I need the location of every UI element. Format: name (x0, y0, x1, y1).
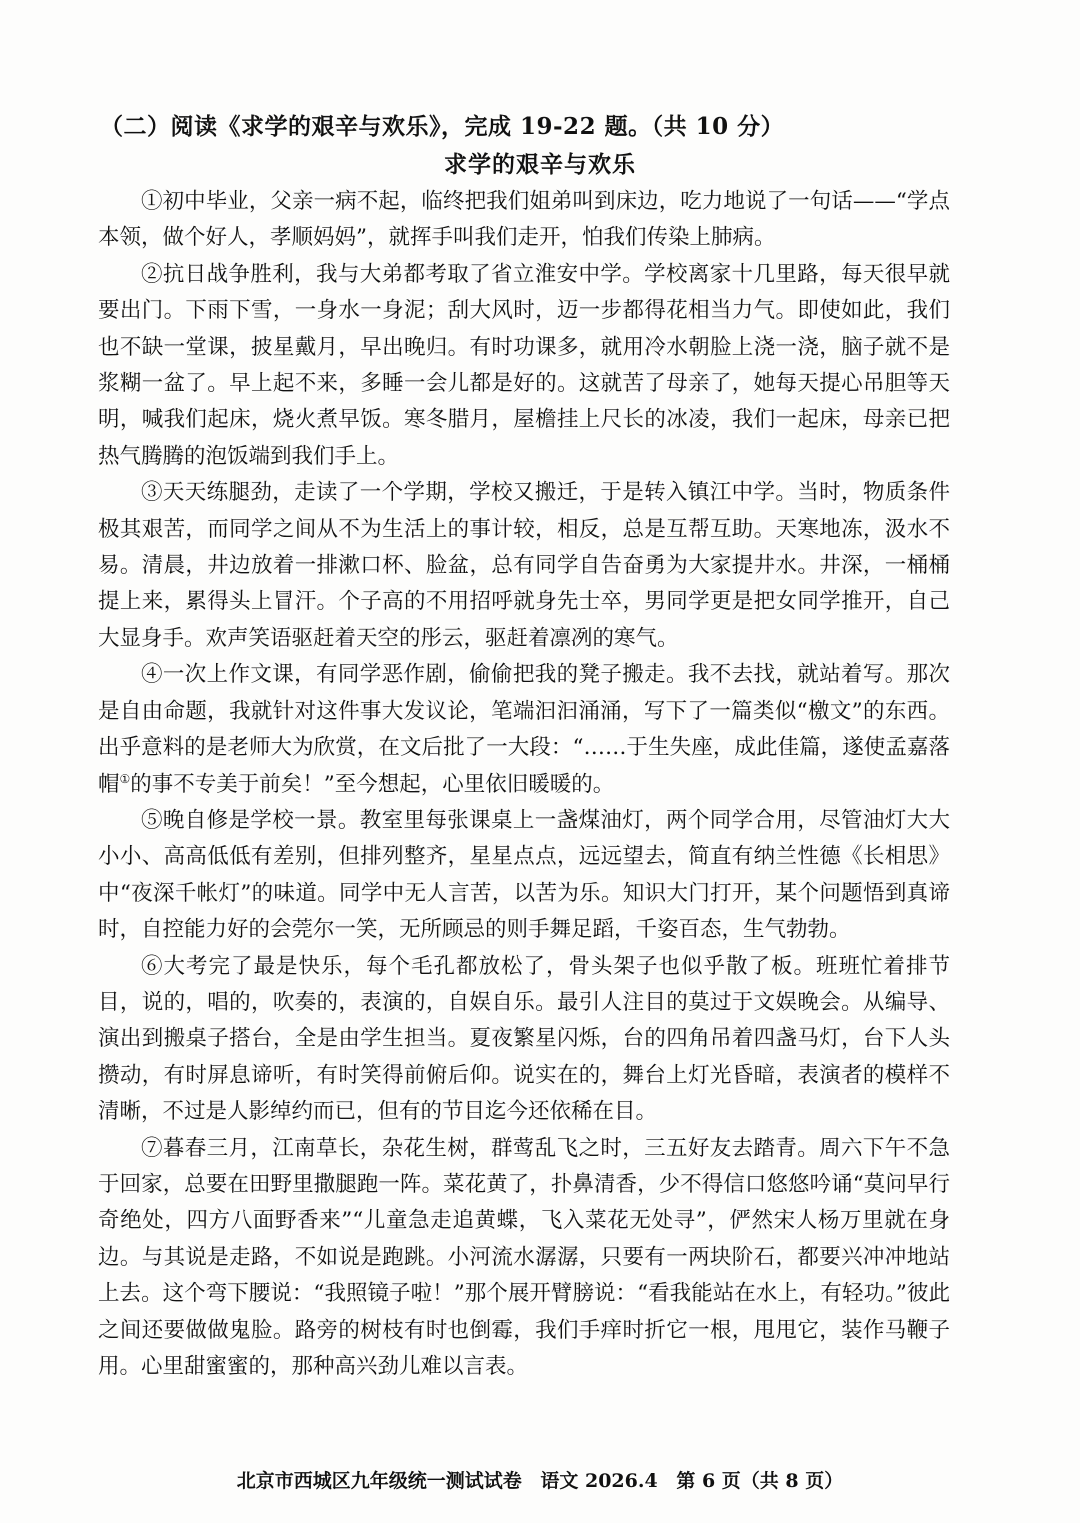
paragraph-text: 天天练腿劲，走读了一个学期，学校又搬迁，于是转入镇江中学。当时，物质条件极其艰苦，而同学之间从不为生活上的事计较，相反，总是互帮互助。天寒地冻，汲水不易。清晨，井边放着一排漱口杯、脸盆，总有同学自告奋勇为大家提井水。井深，一桶桶提上来，累得头上冒汗。个子高的不用招呼就身先士卒，男同学更是把女同学推开，自己大显身手。欢声笑语驱赶着天空的彤云，驱赶着凛冽的寒气。 (98, 480, 950, 651)
paragraph-text-continued: 的事不专美于前矣！”至今想起，心里依旧暖暖的。 (130, 771, 615, 797)
page-footer (0, 1466, 1080, 1493)
article-body (98, 184, 950, 1385)
paragraph-3 (98, 475, 950, 657)
paragraph-marker: ① (141, 189, 163, 214)
paragraph-marker: ③ (141, 480, 163, 506)
paragraph-2 (98, 257, 950, 475)
subject-date: 语文 2026.4 (540, 1470, 658, 1492)
paragraph-text: 大考完了最是快乐，每个毛孔都放松了，骨头架子也似乎散了板。班班忙着排节目，说的，唱的，吹奏的，表演的，自娱自乐。最引人注目的莫过于文娱晚会。从编导、演出到搬桌子搭台，全是由学生担当。夏夜繁星闪烁，台的四角吊着四盏马灯，台下人头攒动，有时屏息谛听，有时笑得前俯后仰。说实在的，舞台上灯光昏暗，表演者的模样不清晰，不过是人影绰约而已，但有的节目迄今还依稀在目。 (98, 953, 950, 1125)
paragraph-marker: ⑥ (141, 953, 164, 979)
paragraph-marker: ⑦ (141, 1135, 163, 1161)
footnote-mark: ① (119, 771, 131, 786)
paragraph-6 (98, 949, 950, 1131)
section-heading: （二）阅读《求学的艰辛与欢乐》，完成 19-22 题。（共 10 分） (100, 113, 785, 140)
paragraph-1 (98, 184, 950, 257)
paragraph-text: 抗日战争胜利，我与大弟都考取了省立淮安中学。学校离家十几里路，每天很早就要出门。下雨下雪，一身水一身泥；刮大风时，迈一步都得花相当力气。即使如此，我们也不缺一堂课，披星戴月，早出晚归。有时功课多，就用冷水朝脸上浇一浇，脑子就不是浆糊一盆了。早上起不来，多睡一会儿都是好的。这就苦了母亲了，她每天提心吊胆等天明，喊我们起床，烧火煮早饭。寒冬腊月，屋檐挂上尺长的冰凌，我们一起床，母亲已把热气腾腾的泡饭端到我们手上。 (98, 261, 950, 469)
exam-name: 北京市西城区九年级统一测试试卷 (236, 1470, 522, 1492)
page-number: 第 6 页（共 8 页） (676, 1470, 844, 1492)
paragraph-text: 初中毕业，父亲一病不起，临终把我们姐弟叫到床边，吃力地说了一句话——“学点本领，做个好人，孝顺妈妈”，就挥手叫我们走开，怕我们传染上肺病。 (98, 189, 950, 251)
paragraph-4 (98, 657, 950, 803)
paragraph-marker: ④ (141, 662, 163, 688)
article-title: 求学的艰辛与欢乐 (444, 151, 636, 178)
paragraph-text: 晚自修是学校一景。教室里每张课桌上一盏煤油灯，两个同学合用，尽管油灯大大小小、高高低低有差别，但排列整齐，星星点点，远远望去，简直有纳兰性德《长相思》中“夜深千帐灯”的味道。同学中无人言苦，以苦为乐。知识大门打开，某个问题悟到真谛时，自控能力好的会莞尔一笑，无所顾忌的则手舞足蹈，千姿百态，生气勃勃。 (98, 807, 950, 943)
paragraph-7 (98, 1131, 950, 1386)
paragraph-text: 一次上作文课，有同学恶作剧，偷偷把我的凳子搬走。我不去找，就站着写。那次是自由命题，我就针对这件事大发议论，笔端汩汩涌涌，写下了一篇类似“檄文”的东西。出乎意料的是老师大为欣赏，在文后批了一大段：“……于生失座，成此佳篇，遂使孟嘉落帽 (98, 662, 950, 797)
paragraph-marker: ⑤ (141, 807, 163, 833)
paragraph-marker: ② (141, 261, 163, 287)
paragraph-5 (98, 803, 950, 949)
paragraph-text: 暮春三月，江南草长，杂花生树，群莺乱飞之时，三五好友去踏青。周六下午不急于回家，总要在田野里撒腿跑一阵。菜花黄了，扑鼻清香，少不得信口悠悠吟诵“莫问早行奇绝处，四方八面野香来”“儿童急走追黄蝶，飞入菜花无处寻”，俨然宋人杨万里就在身边。与其说是走路，不如说是跑跳。小河流水潺潺，只要有一两块阶石，都要兴冲冲地站上去。这个弯下腰说：“我照镜子啦！”那个展开臂膀说：“看我能站在水上，有轻功。”彼此之间还要做做鬼脸。路旁的树枝有时也倒霉，我们手痒时折它一根，甩甩它，装作马鞭子用。心里甜蜜蜜的，那种高兴劲儿难以言表。 (98, 1135, 950, 1379)
